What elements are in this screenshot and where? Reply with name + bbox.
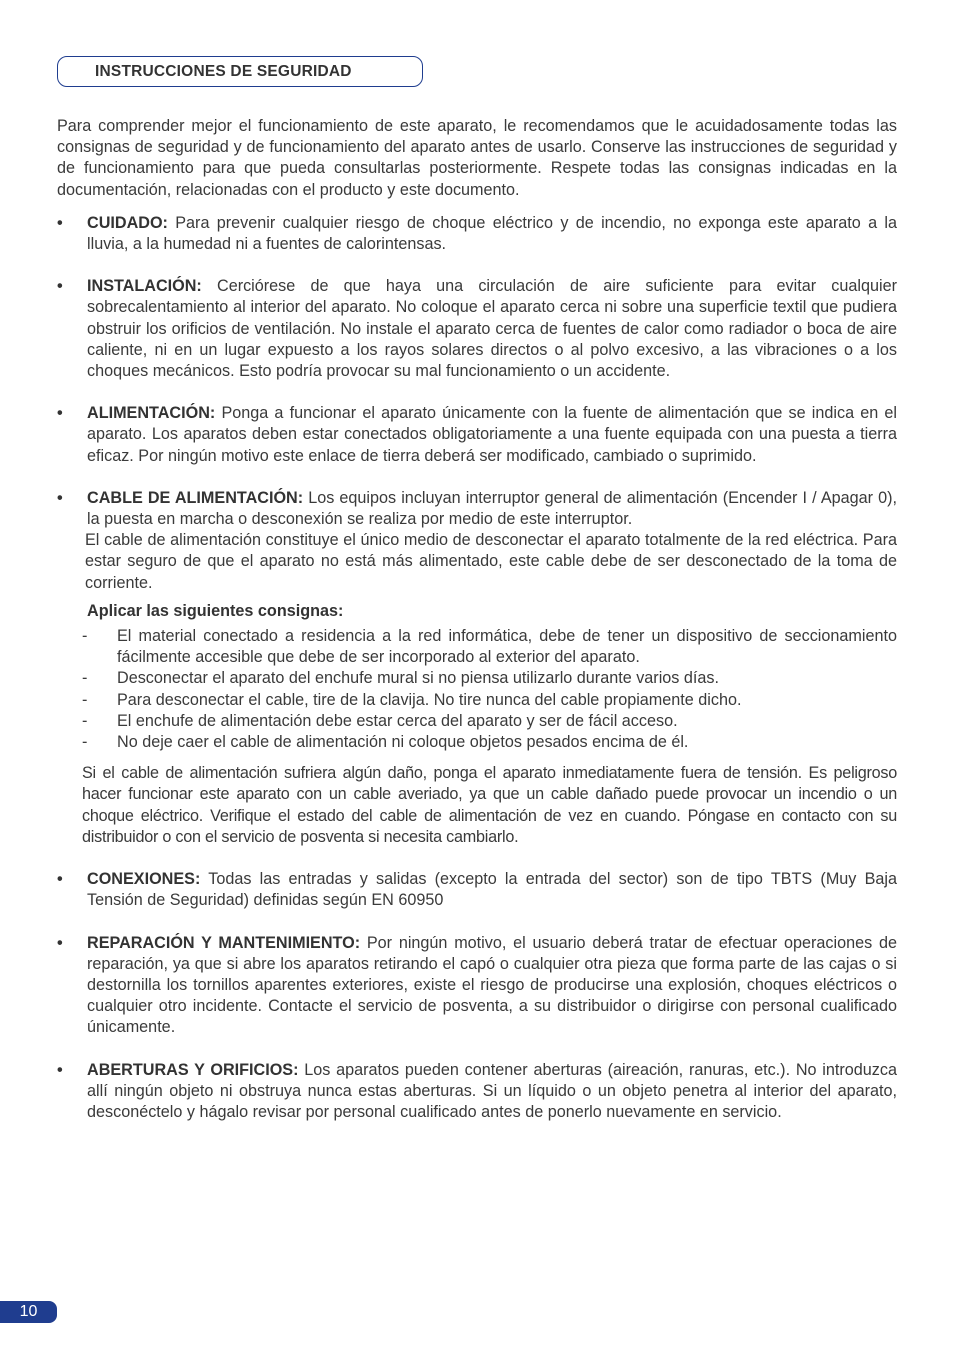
bullet-text: Los equipos incluyan interruptor general de alimentación (Encender I / Apagar 0), la puesta en marcha o desconexión se realiza por medio de este interruptor. (87, 488, 898, 529)
bullet-title: CONEXIONES: (87, 870, 201, 889)
dash-item (57, 668, 897, 689)
bullet-alimentacion (57, 403, 897, 467)
bullet-title: ALIMENTACIÓN: (87, 404, 216, 423)
section-title: INSTRUCCIONES DE SEGURIDAD (95, 63, 352, 80)
dash-item-text: Desconectar el aparato del enchufe mural si no piensa utilizarlo durante varios días. (117, 669, 719, 688)
bullet-text: Por ningún motivo, el usuario deberá tratar de efectuar operaciones de reparación, ya que si abre los aparatos retirando el capó o cualquier otra pieza que forma parte de las cajas o si destornilla los tornillos aparentes exteriores, existe el riesgo de producirse una explosión, choques eléctricos o cualquier otro incidente. Contacte el servicio de posventa, a su distribuidor o dirigirse con personal cualificado únicamente. (87, 933, 897, 1037)
bullet-cable (57, 488, 897, 530)
section-header-tab (57, 56, 423, 87)
dash-item (57, 626, 897, 668)
dash-item-text: Para desconectar el cable, tire de la clavija. No tire nunca del cable propiamente dicho. (117, 690, 742, 709)
bullet-title: ABERTURAS Y ORIFICIOS: (87, 1060, 299, 1079)
cable-paragraph-2: El cable de alimentación constituye el único medio de desconectar el aparato totalmente de la red eléctrica. Para estar seguro de que el aparato no está más alimentado, este cable debe de ser desconectado de la toma de corriente. (85, 531, 897, 592)
bullet-reparacion (57, 933, 897, 1039)
bullet-icon: • (57, 277, 63, 296)
page-number: 10 (0, 1301, 57, 1323)
bullet-text: Todas las entradas y salidas (excepto la entrada del sector) son de tipo TBTS (Muy Baja Tensión de Seguridad) definidas según EN 60950 (87, 870, 897, 910)
intro-paragraph: Para comprender mejor el funcionamiento de este aparato, le recomendamos que le acuidadosamente todas las consignas de seguridad y de funcionamiento del aparato antes de usarlo. Conserve las instrucciones de seguridad y de funcionamiento para que pueda consultarlas posteriormente. Respete todas las consignas indicadas en la documentación, relacionadas con el producto y este documento. (57, 117, 897, 199)
dash-item (57, 732, 897, 753)
bullet-instalacion (57, 276, 897, 382)
bullet-icon: • (57, 213, 63, 232)
bullet-text: Cerciórese de que haya una circulación de aire suficiente para evitar cualquier sobrecalentamiento al interior del aparato. No coloque el aparato cerca ni sobre una superficie textil que pudiera obstruir los orificios de ventilación. No instale el aparato cerca de fuentes de calor como radiador o boca de aire caliente, ni en un lugar expuesto a los rayos solares directos o al polvo excesivo, a las vibraciones o a los choques mecánicos. Esto podría provocar su mal funcionamiento o un accidente. (87, 277, 897, 381)
bullet-icon: • (57, 488, 63, 507)
dash-icon: - (82, 669, 88, 688)
dash-icon: - (82, 627, 88, 646)
dash-item (57, 690, 897, 711)
bullet-title: INSTALACIÓN: (87, 277, 202, 296)
dash-icon: - (82, 733, 88, 752)
bullet-title: CUIDADO: (87, 213, 168, 232)
dash-item-text: No deje caer el cable de alimentación ni coloque objetos pesados encima de él. (117, 733, 689, 752)
bullet-title: REPARACIÓN Y MANTENIMIENTO: (87, 933, 361, 952)
dash-icon: - (82, 711, 88, 730)
bullet-icon: • (57, 870, 63, 889)
bullet-title: CABLE DE ALIMENTACIÓN: (87, 488, 304, 507)
bullet-text: Para prevenir cualquier riesgo de choque eléctrico y de incendio, no exponga este aparato a la lluvia, a la humedad ni a fuentes de calorintensas. (87, 213, 897, 254)
dash-item-text: El material conectado a residencia a la red informática, debe de tener un dispositivo de seccionamiento fácilmente accesible que debe de ser incorporado al exterior del aparato. (117, 627, 897, 667)
bullet-text: Los aparatos pueden contener aberturas (aireación, ranuras, etc.). No introduzca allí ningún objeto ni obstruya nunca estas aberturas. Si un líquido o un objeto penetra al interior del aparato, desconéctelo y hágalo revisar por personal cualificado antes de ponerlo nuevamente en servicio. (87, 1060, 897, 1121)
bullet-text: Ponga a funcionar el aparato únicamente con la fuente de alimentación que se indica en el aparato. Los aparatos deben estar conectados obligatoriamente a una fuente equipada con una puesta a tierra eficaz. Por ningún motivo este enlace de tierra deberá ser modificado, cambiado o suprimido. (87, 404, 897, 465)
dash-item-text: El enchufe de alimentación debe estar cerca del aparato y ser de fácil acceso. (117, 711, 678, 730)
document-body (57, 116, 897, 1123)
bullet-aberturas (57, 1060, 897, 1124)
dash-icon: - (82, 690, 88, 709)
consignas-heading: Aplicar las siguientes consignas: (87, 601, 344, 620)
dash-item (57, 711, 897, 732)
cable-paragraph-3: Si el cable de alimentación sufriera algún daño, ponga el aparato inmediatamente fuera de tensión. Es peligroso hacer funcionar este aparato con un cable averiado, ya que un cable dañado puede provocar un incendio o un choque eléctrico. Verifique el estado del cable de alimentación de vez en cuando. Póngase en contacto con su distribuidor o con el servicio de posventa si necesita cambiarlo. (82, 764, 897, 846)
bullet-conexiones (57, 869, 897, 911)
bullet-icon: • (57, 1060, 63, 1079)
bullet-icon: • (57, 933, 63, 952)
bullet-icon: • (57, 404, 63, 423)
bullet-cuidado (57, 213, 897, 255)
